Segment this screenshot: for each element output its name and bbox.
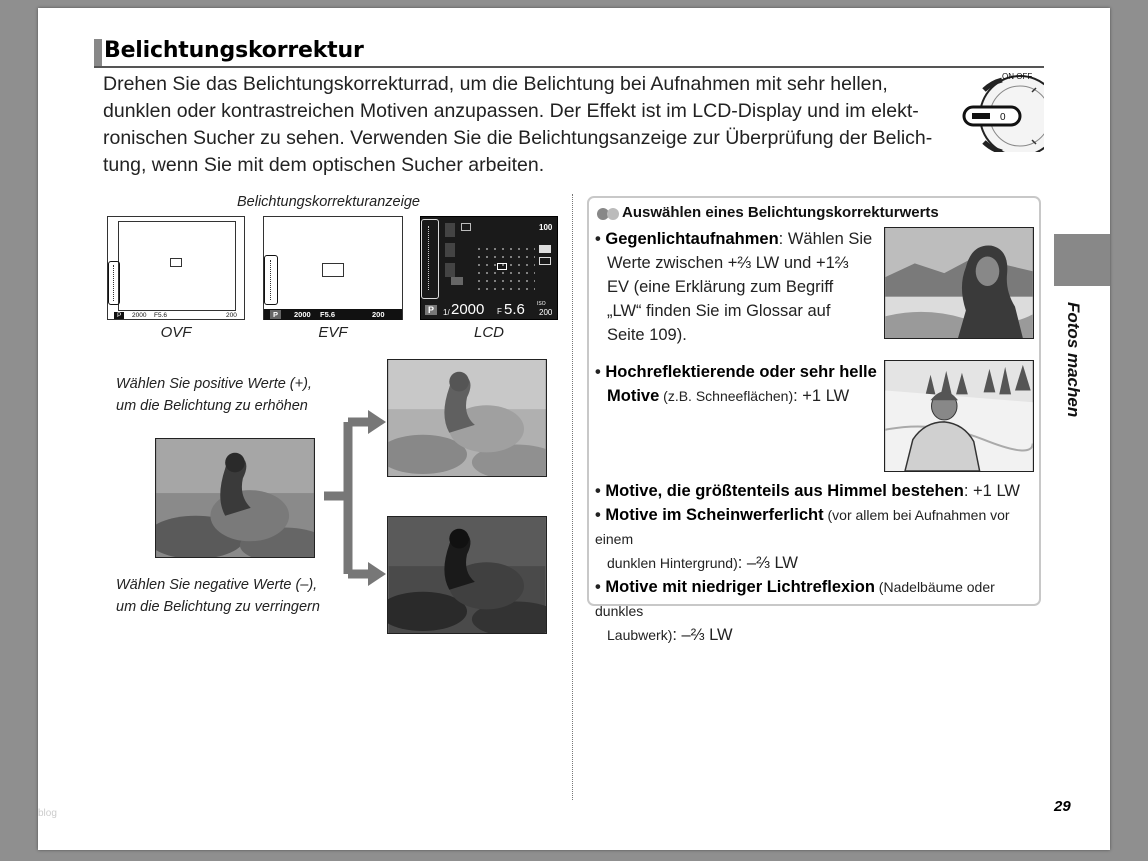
ovf-label: OVF [160, 324, 192, 341]
chapter-label [1054, 298, 1094, 438]
positive-caption: Wählen Sie positive Werte (+), um die Belichtung zu erhöhen [116, 376, 312, 414]
lcd-shutter-prefix: 1/ [443, 308, 450, 317]
title-accent-bar [94, 39, 102, 66]
ovf-iso: 200 [226, 312, 237, 319]
backlit-portrait-photo [884, 227, 1034, 339]
intro-paragraph [103, 71, 943, 179]
lcd-screen [420, 216, 558, 320]
tip-item-sky: • Motive, die größtenteils aus Himmel bestehen: +1 LW [595, 482, 1020, 500]
lcd-aperture-prefix: F [497, 307, 502, 316]
lcd-exposure-indicator [421, 219, 439, 299]
evf-status-bar [264, 309, 402, 320]
lcd-label: LCD [473, 324, 504, 341]
dial-on-off: ON OFF [1002, 72, 1033, 81]
lcd-af-point [497, 263, 507, 270]
evf-exposure-indicator [264, 255, 278, 305]
ovf-aperture: F5.6 [154, 312, 168, 319]
evf-screen [263, 216, 403, 320]
snow-portrait-photo [884, 360, 1034, 472]
lcd-icon [445, 243, 455, 257]
duck-photo-normal [155, 438, 315, 558]
lcd-icon [445, 263, 455, 277]
branch-arrow [322, 408, 388, 588]
column-divider [572, 194, 573, 800]
lcd-mode: P [425, 305, 437, 315]
title-rule [94, 66, 1044, 68]
ovf-exposure-indicator [108, 261, 120, 305]
intro-line: ronischen Sucher zu sehen. Verwenden Sie die Belichtungsanzeige zur Überprüfung der Belich- [103, 127, 933, 149]
tip-heading: Auswählen eines Belichtungskorrekturwerts [622, 204, 939, 221]
lcd-frame-count: 100 [539, 223, 553, 232]
intro-line: dunklen oder kontrastreichen Motiven anzupassen. Der Effekt ist im LCD-Display und im elekt- [103, 100, 919, 122]
ovf-shutter: 2000 [132, 312, 147, 319]
ovf-mode: P [114, 312, 124, 319]
indicator-caption: Belichtungskorrekturanzeige [237, 194, 420, 210]
tip-item-reflective: • Hochreflektierende oder sehr helle Motive (z.B. Schneeflächen): +1 LW [595, 363, 877, 405]
lcd-aperture: 5.6 [504, 301, 525, 318]
evf-iso: 200 [372, 310, 385, 319]
lcd-metering-icon [461, 223, 471, 231]
page-number: 29 [1054, 798, 1071, 815]
evf-label: EVF [318, 324, 348, 341]
negative-caption: Wählen Sie negative Werte (–), um die Belichtung zu verringern [116, 577, 320, 615]
evf-mode: P [270, 310, 281, 319]
lcd-icon [445, 223, 455, 237]
evf-af-point [322, 263, 344, 277]
lcd-size-icon [539, 257, 551, 265]
tip-list-lower: • Motive, die größtenteils aus Himmel bestehen: +1 LW • Motive im Scheinwerferlicht (vor allem bei Aufnahmen vor einem dunklen Hintergrund): –⅔ LW • Motive mit niedriger Lichtreflexion (Nadelbäume oder dunkles Laubwerk): –⅔ LW [595, 479, 1035, 647]
lcd-iso-label: ISO [537, 301, 546, 307]
lcd-status-bar [421, 301, 557, 319]
ovf-status-bar [108, 312, 244, 320]
intro-line: tung, wenn Sie mit dem optischen Sucher arbeiten. [103, 154, 545, 176]
tip-item-spotlight: • Motive im Scheinwerferlicht (vor allem bei Aufnahmen vor einem [595, 506, 1010, 547]
ovf-screen [107, 216, 245, 320]
lcd-wb-icon [451, 277, 463, 285]
tip-item-backlight: • Gegenlichtaufnahmen: Wählen Sie Werte zwischen +⅔ LW und +1⅔ EV (eine Erklärung zum Begriff „LW“ finden Sie im Glossar auf Seite 109). [595, 230, 873, 344]
svg-text:Fotos machen: Fotos machen [1064, 302, 1083, 418]
lcd-quality-icon [539, 245, 551, 253]
dial-zero: 0 [1000, 112, 1006, 123]
tip-item-low-reflect: • Motive mit niedriger Lichtreflexion (Nadelbäume oder dunkles [595, 578, 995, 619]
watermark: blog [38, 808, 57, 819]
tip-icon [596, 206, 620, 222]
manual-page [38, 8, 1110, 850]
lcd-shutter: 2000 [451, 301, 485, 318]
exposure-dial-illustration [962, 70, 1044, 152]
ovf-af-point [170, 258, 182, 267]
chapter-tab [1054, 234, 1110, 286]
evf-aperture: F5.6 [320, 310, 336, 319]
intro-line: Drehen Sie das Belichtungskorrekturrad, um die Belichtung bei Aufnahmen mit sehr hellen, [103, 73, 888, 95]
lcd-iso: 200 [539, 308, 553, 317]
duck-photo-bright [387, 359, 547, 477]
evf-shutter: 2000 [294, 310, 311, 319]
duck-photo-dark [387, 516, 547, 634]
page-title: Belichtungskorrektur [104, 38, 364, 63]
